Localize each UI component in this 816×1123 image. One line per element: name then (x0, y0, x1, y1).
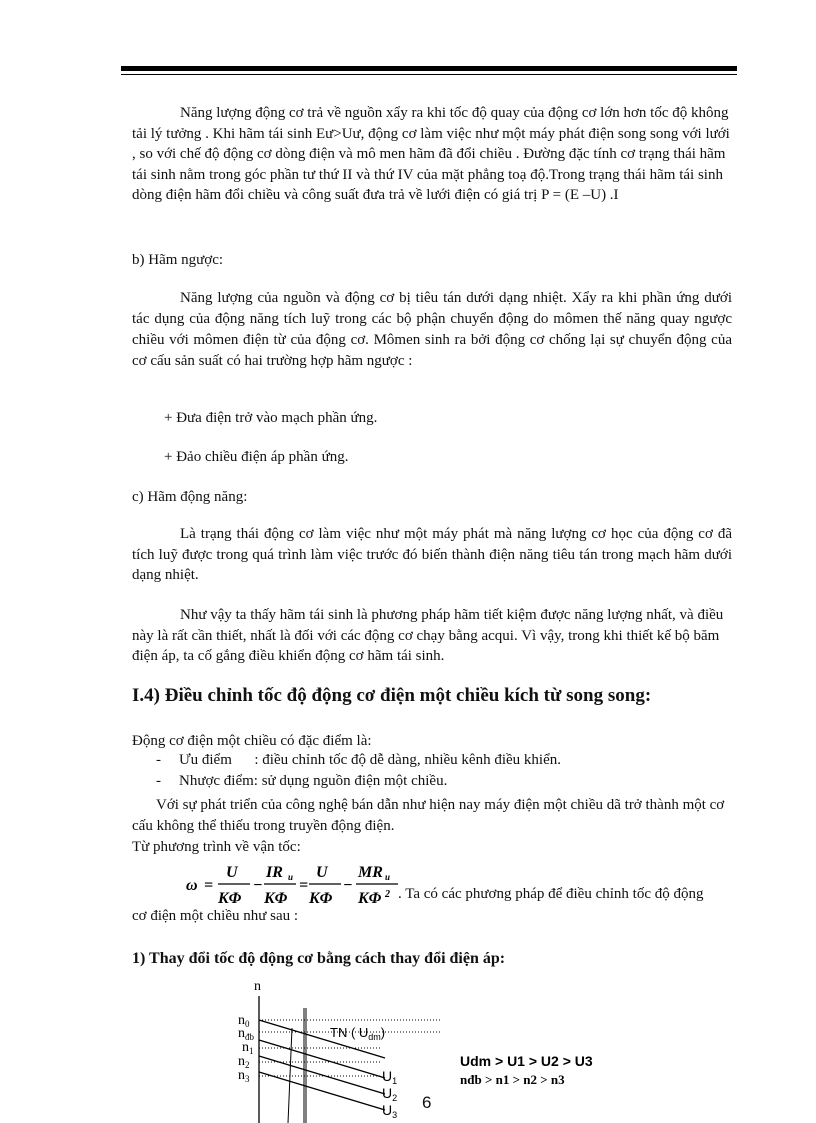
relation-voltage: Udm > U1 > U2 > U3 (460, 1053, 593, 1069)
dash-advantage: Ưu điểm : điều chỉnh tốc độ dễ dàng, nhiều kênh điều khiển. (179, 752, 561, 768)
page-number: 6 (422, 1093, 432, 1112)
paragraph-dynamic-braking: Là trạng thái động cơ làm việc như một máy phát mà năng lượng cơ học của động cơ đã tích luỹ được trong quá trình làm việc trước đó biến thành điện năng tiêu tán trong mạch hãm dưới dạng nhiệt. (132, 526, 732, 583)
bullet-reverse-voltage: + Đảo chiều điện áp phần ứng. (164, 449, 349, 465)
n-axis-label: n (254, 979, 261, 994)
heading-reverse-braking: b) Hãm ngược: (132, 252, 224, 268)
dash-disadvantage-marker: - (156, 773, 161, 789)
formula-u2: U (316, 864, 328, 881)
formula-kphi4: KΦ (358, 890, 382, 907)
label-n0: $n_0$ (238, 1013, 250, 1029)
velocity-formula (184, 860, 404, 908)
formula-u1: U (226, 864, 238, 881)
formula-minus1: − (253, 877, 263, 894)
characteristic-u3 (259, 1072, 385, 1110)
paragraph-regenerative-braking: Năng lượng động cơ trả về nguồn xẩy ra khi tốc độ quay của động cơ lớn hơn tốc độ không tải lý tưởng . Khi hãm tái sinh Eư>Uư, động cơ làm việc như một máy phát điện song song với lưới , so với chế độ động cơ dòng điện và mô men hãm đã đổi chiều . Đường đặc tính cơ trạng thái hãm tái sinh nằm trong góc phần tư thứ II và thứ IV của mặt phẳng toạ độ.Trong trạng thái hãm tái sinh dòng điện hãm đổi chiều và công suất đưa trả về lưới điện có giá trị P = (E –U) .I (132, 105, 730, 203)
paragraph-velocity-equation: Từ phương trình về vận tốc: (132, 839, 301, 855)
label-n3: $n_3$ (238, 1068, 250, 1084)
formula-eq1: = (204, 877, 214, 894)
label-n1: $n_1$ (242, 1040, 254, 1056)
label-ndb: $n_{đb}$ (238, 1026, 254, 1042)
label-u3: $U_3$ (382, 1102, 398, 1120)
formula-ir: IR (266, 864, 283, 881)
label-u1: $U_1$ (382, 1068, 398, 1086)
paragraph-reverse-braking: Năng lượng của nguồn và động cơ bị tiêu tán dưới dạng nhiệt. Xẩy ra khi phần ứng dưới tác dụng của động năng tích luỹ trong các bộ phận chuyển động do mômen thế năng quay ngược chiều với mômen điện từ của động cơ. Mômen sinh ra bởi động cơ chống lại sự chuyển động của cơ cấu sản suất có hai trường hợp hãm ngược : (132, 290, 732, 369)
formula-kphi2: KΦ (264, 890, 288, 907)
dash-disadvantage: Nhược điểm: sử dụng nguồn điện một chiều. (179, 773, 448, 789)
formula-minus2: − (343, 877, 353, 894)
label-u2: $U_2$ (382, 1085, 398, 1103)
bullet-add-resistor: + Đưa điện trở vào mạch phần ứng. (164, 410, 378, 426)
formula-omega: ω (186, 877, 198, 894)
paragraph-semiconductor: Với sự phát triển của công nghệ bán dẫn như hiện nay máy điện một chiều dã trở thành một cơ cấu không thể thiếu trong truyền động điện. (132, 797, 725, 834)
formula-mr-sub: u (385, 872, 391, 882)
label-tn: TN ( $U_{dm}$) (330, 1025, 386, 1042)
paragraph-characteristics: Động cơ điện một chiều có đặc điểm là: (132, 733, 372, 749)
characteristic-u1 (259, 1040, 385, 1078)
formula-ir-sub: u (288, 872, 294, 882)
label-n2: $n_2$ (238, 1054, 250, 1070)
paragraph-conclusion: Như vậy ta thấy hãm tái sinh là phương pháp hãm tiết kiệm được năng lượng nhất, và điều này là rất cần thiết, nhất là đối với các động cơ chạy bằng acqui. Vì vậy, trong khi thiết kế bộ băm điện áp, ta cố gắng điều khiển động cơ hãm tái sinh. (132, 607, 724, 664)
formula-tail-text: . Ta có các phương pháp để điều chỉnh tốc độ động (398, 886, 704, 902)
formula-square: 2 (385, 889, 390, 900)
subheading-voltage-control: 1) Thay đổi tốc độ động cơ bằng cách thay đổi điện áp: (132, 950, 506, 967)
formula-kphi1: KΦ (218, 890, 242, 907)
formula-kphi3: KΦ (309, 890, 333, 907)
formula-eq2: = (299, 877, 309, 894)
relation-speed: nđb > n1 > n2 > n3 (460, 1072, 565, 1087)
paragraph-methods: cơ điện một chiều như sau : (132, 908, 299, 924)
section-heading-speed-control: I.4) Điều chỉnh tốc độ động cơ điện một chiều kích từ song song: (132, 685, 652, 706)
header-rule-thick (121, 66, 737, 71)
header-rule-thin (121, 74, 737, 75)
formula-mr: MR (358, 864, 383, 881)
dash-advantage-marker: - (156, 752, 161, 768)
heading-dynamic-braking: c) Hãm động năng: (132, 489, 248, 505)
